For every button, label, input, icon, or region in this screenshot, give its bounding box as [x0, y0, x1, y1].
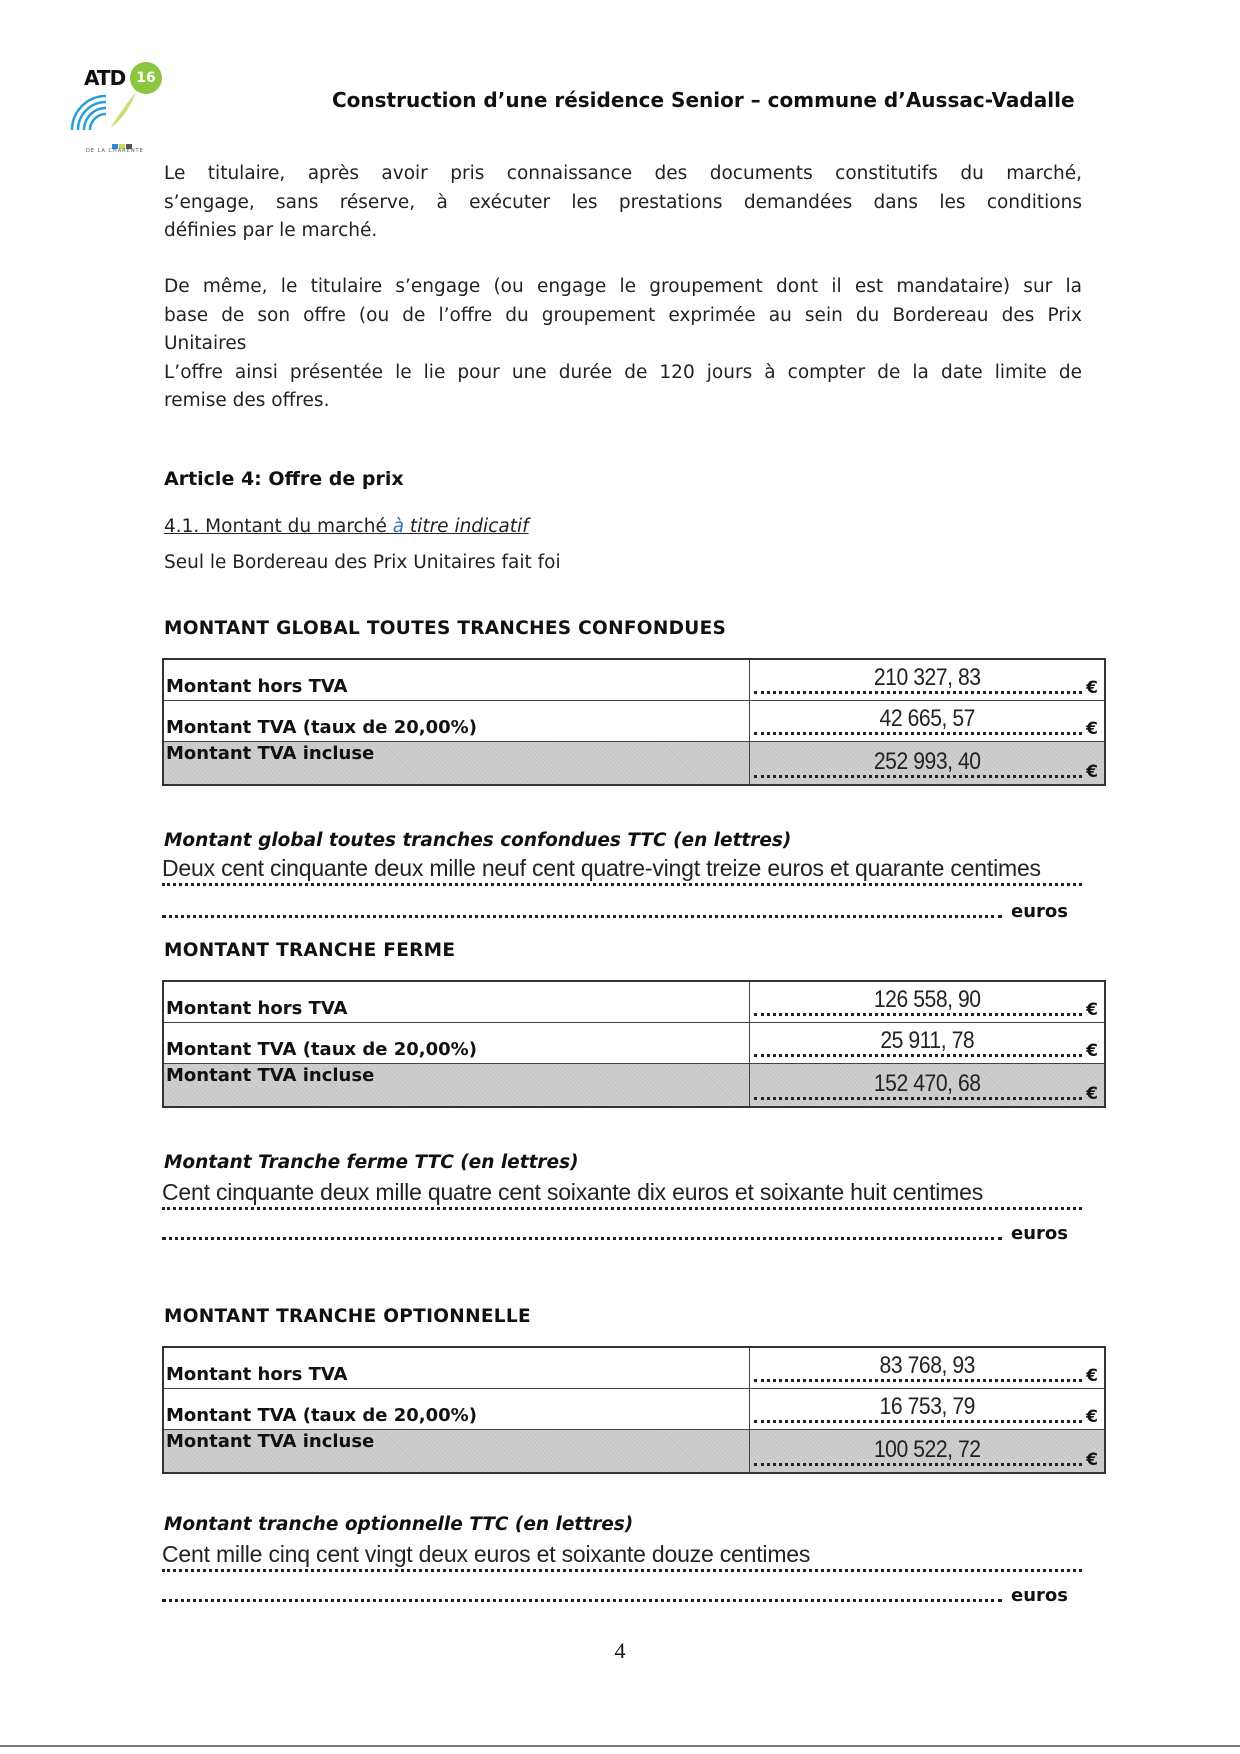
subsection-heading: [164, 516, 529, 537]
page-number: 4: [614, 1638, 626, 1663]
euro-symbol: €: [1086, 677, 1098, 698]
words-title-optionnelle: Montant tranche optionnelle TTC (en lettres): [164, 1514, 634, 1535]
table-row: [163, 700, 1105, 741]
section-title-global: MONTANT GLOBAL TOUTES TRANCHES CONFONDUES: [164, 618, 727, 639]
text-line: L’offre ainsi présentée le lie pour une durée de 120 jours à compter de la date limite de: [164, 361, 1082, 383]
value-field[interactable]: [749, 1347, 1105, 1388]
amount-value: 25 911, 78: [879, 1026, 974, 1054]
table-row: [163, 1022, 1105, 1063]
document-title: Construction d’une résidence Senior – commune d’Aussac-Vadalle: [332, 88, 1075, 112]
euros-label: euros: [1011, 1223, 1068, 1244]
signal-waves-icon: [66, 90, 110, 134]
text-line: Le titulaire, après avoir pris connaissance des documents constitutifs du marché,: [164, 163, 1082, 184]
value-field[interactable]: [749, 700, 1105, 741]
row-label: Montant TVA incluse: [163, 1429, 749, 1473]
intro-paragraph-2: [164, 273, 1082, 416]
words-title-ferme: Montant Tranche ferme TTC (en lettres): [164, 1152, 579, 1173]
table-row: [163, 741, 1105, 785]
table-row: [163, 1429, 1105, 1473]
subsection-a: à: [392, 516, 405, 537]
words-field-optionnelle[interactable]: [162, 1542, 1082, 1572]
table-row: [163, 1063, 1105, 1107]
words-title-global: Montant global toutes tranches confondues TTC (en lettres): [164, 830, 792, 851]
amount-value: 83 768, 93: [879, 1351, 975, 1379]
euro-symbol: €: [1086, 762, 1098, 782]
subsection-italic: titre indicatif: [404, 516, 529, 537]
row-label: Montant TVA (taux de 20,00%): [163, 1022, 749, 1063]
value-field[interactable]: [749, 1022, 1105, 1063]
words-value: Cent mille cinq cent vingt deux euros et soixante douze centimes: [162, 1541, 811, 1567]
euro-symbol: €: [1086, 999, 1098, 1020]
words-value: Deux cent cinquante deux mille neuf cent quatre-vingt treize euros et quarante centimes: [162, 855, 1041, 881]
words-field-global[interactable]: [162, 856, 1082, 886]
article-heading: Article 4: Offre de prix: [164, 468, 404, 490]
amount-table-optionnelle: [162, 1346, 1106, 1474]
euros-line-global: [162, 898, 1068, 922]
row-label: Montant TVA (taux de 20,00%): [163, 700, 749, 741]
text-line: remise des offres.: [164, 390, 330, 411]
value-field[interactable]: [749, 741, 1105, 785]
amount-value: 16 753, 79: [879, 1392, 975, 1420]
row-label: Montant TVA (taux de 20,00%): [163, 1388, 749, 1429]
logo-swoosh-icon: [108, 90, 138, 130]
words-field-ferme[interactable]: [162, 1180, 1082, 1210]
amount-table-ferme: [162, 980, 1106, 1108]
words-value: Cent cinquante deux mille quatre cent soixante dix euros et soixante huit centimes: [162, 1179, 984, 1205]
table-row: [163, 1347, 1105, 1388]
euro-symbol: €: [1086, 1450, 1098, 1470]
subsection-prefix: 4.1. Montant du marché: [164, 516, 393, 537]
logo-subtitle: DE LA CHARENTE: [86, 148, 144, 154]
section-title-optionnelle: MONTANT TRANCHE OPTIONNELLE: [164, 1306, 531, 1327]
amount-table-global: [162, 658, 1106, 786]
amount-value: 252 993, 40: [873, 748, 981, 775]
row-label: Montant hors TVA: [163, 1347, 749, 1388]
euro-symbol: €: [1086, 1040, 1098, 1061]
row-label: Montant hors TVA: [163, 659, 749, 700]
amount-value: 126 558, 90: [873, 985, 981, 1013]
intro-paragraph-1: [164, 160, 1082, 246]
euros-label: euros: [1011, 901, 1068, 922]
table-row: [163, 1388, 1105, 1429]
value-field[interactable]: [749, 1429, 1105, 1473]
euros-line-ferme: [162, 1220, 1068, 1244]
text-line: s’engage, sans réserve, à exécuter les prestations demandées dans les conditions: [164, 191, 1082, 213]
logo-badge: 16: [130, 62, 162, 94]
row-label: Montant hors TVA: [163, 981, 749, 1022]
value-field[interactable]: [749, 1388, 1105, 1429]
row-label: Montant TVA incluse: [163, 741, 749, 785]
section-title-ferme: MONTANT TRANCHE FERME: [164, 940, 456, 961]
text-line: base de son offre (ou de l’offre du groupement exprimée au sein du Bordereau des Prix: [164, 304, 1082, 326]
amount-value: 100 522, 72: [873, 1436, 981, 1463]
value-field[interactable]: [749, 659, 1105, 700]
atd16-logo: [62, 56, 172, 152]
amount-value: 152 470, 68: [873, 1070, 981, 1097]
text-line: définies par le marché.: [164, 220, 378, 241]
euro-symbol: €: [1086, 1406, 1098, 1427]
value-field[interactable]: [749, 981, 1105, 1022]
euro-symbol: €: [1086, 1365, 1098, 1386]
euros-label: euros: [1011, 1585, 1068, 1606]
amount-value: 210 327, 83: [873, 663, 981, 691]
euro-symbol: €: [1086, 1084, 1098, 1104]
logo-text: ATD: [84, 66, 126, 90]
euro-symbol: €: [1086, 718, 1098, 739]
row-label: Montant TVA incluse: [163, 1063, 749, 1107]
table-row: [163, 659, 1105, 700]
table-row: [163, 981, 1105, 1022]
value-field[interactable]: [749, 1063, 1105, 1107]
amount-value: 42 665, 57: [879, 704, 975, 732]
euros-line-optionnelle: [162, 1582, 1068, 1606]
text-line: Unitaires: [164, 333, 247, 354]
subsection-note: Seul le Bordereau des Prix Unitaires fait foi: [164, 552, 561, 573]
footer-divider: [0, 1745, 1240, 1747]
text-line: De même, le titulaire s’engage (ou engage le groupement dont il est mandataire) sur la: [164, 276, 1082, 297]
